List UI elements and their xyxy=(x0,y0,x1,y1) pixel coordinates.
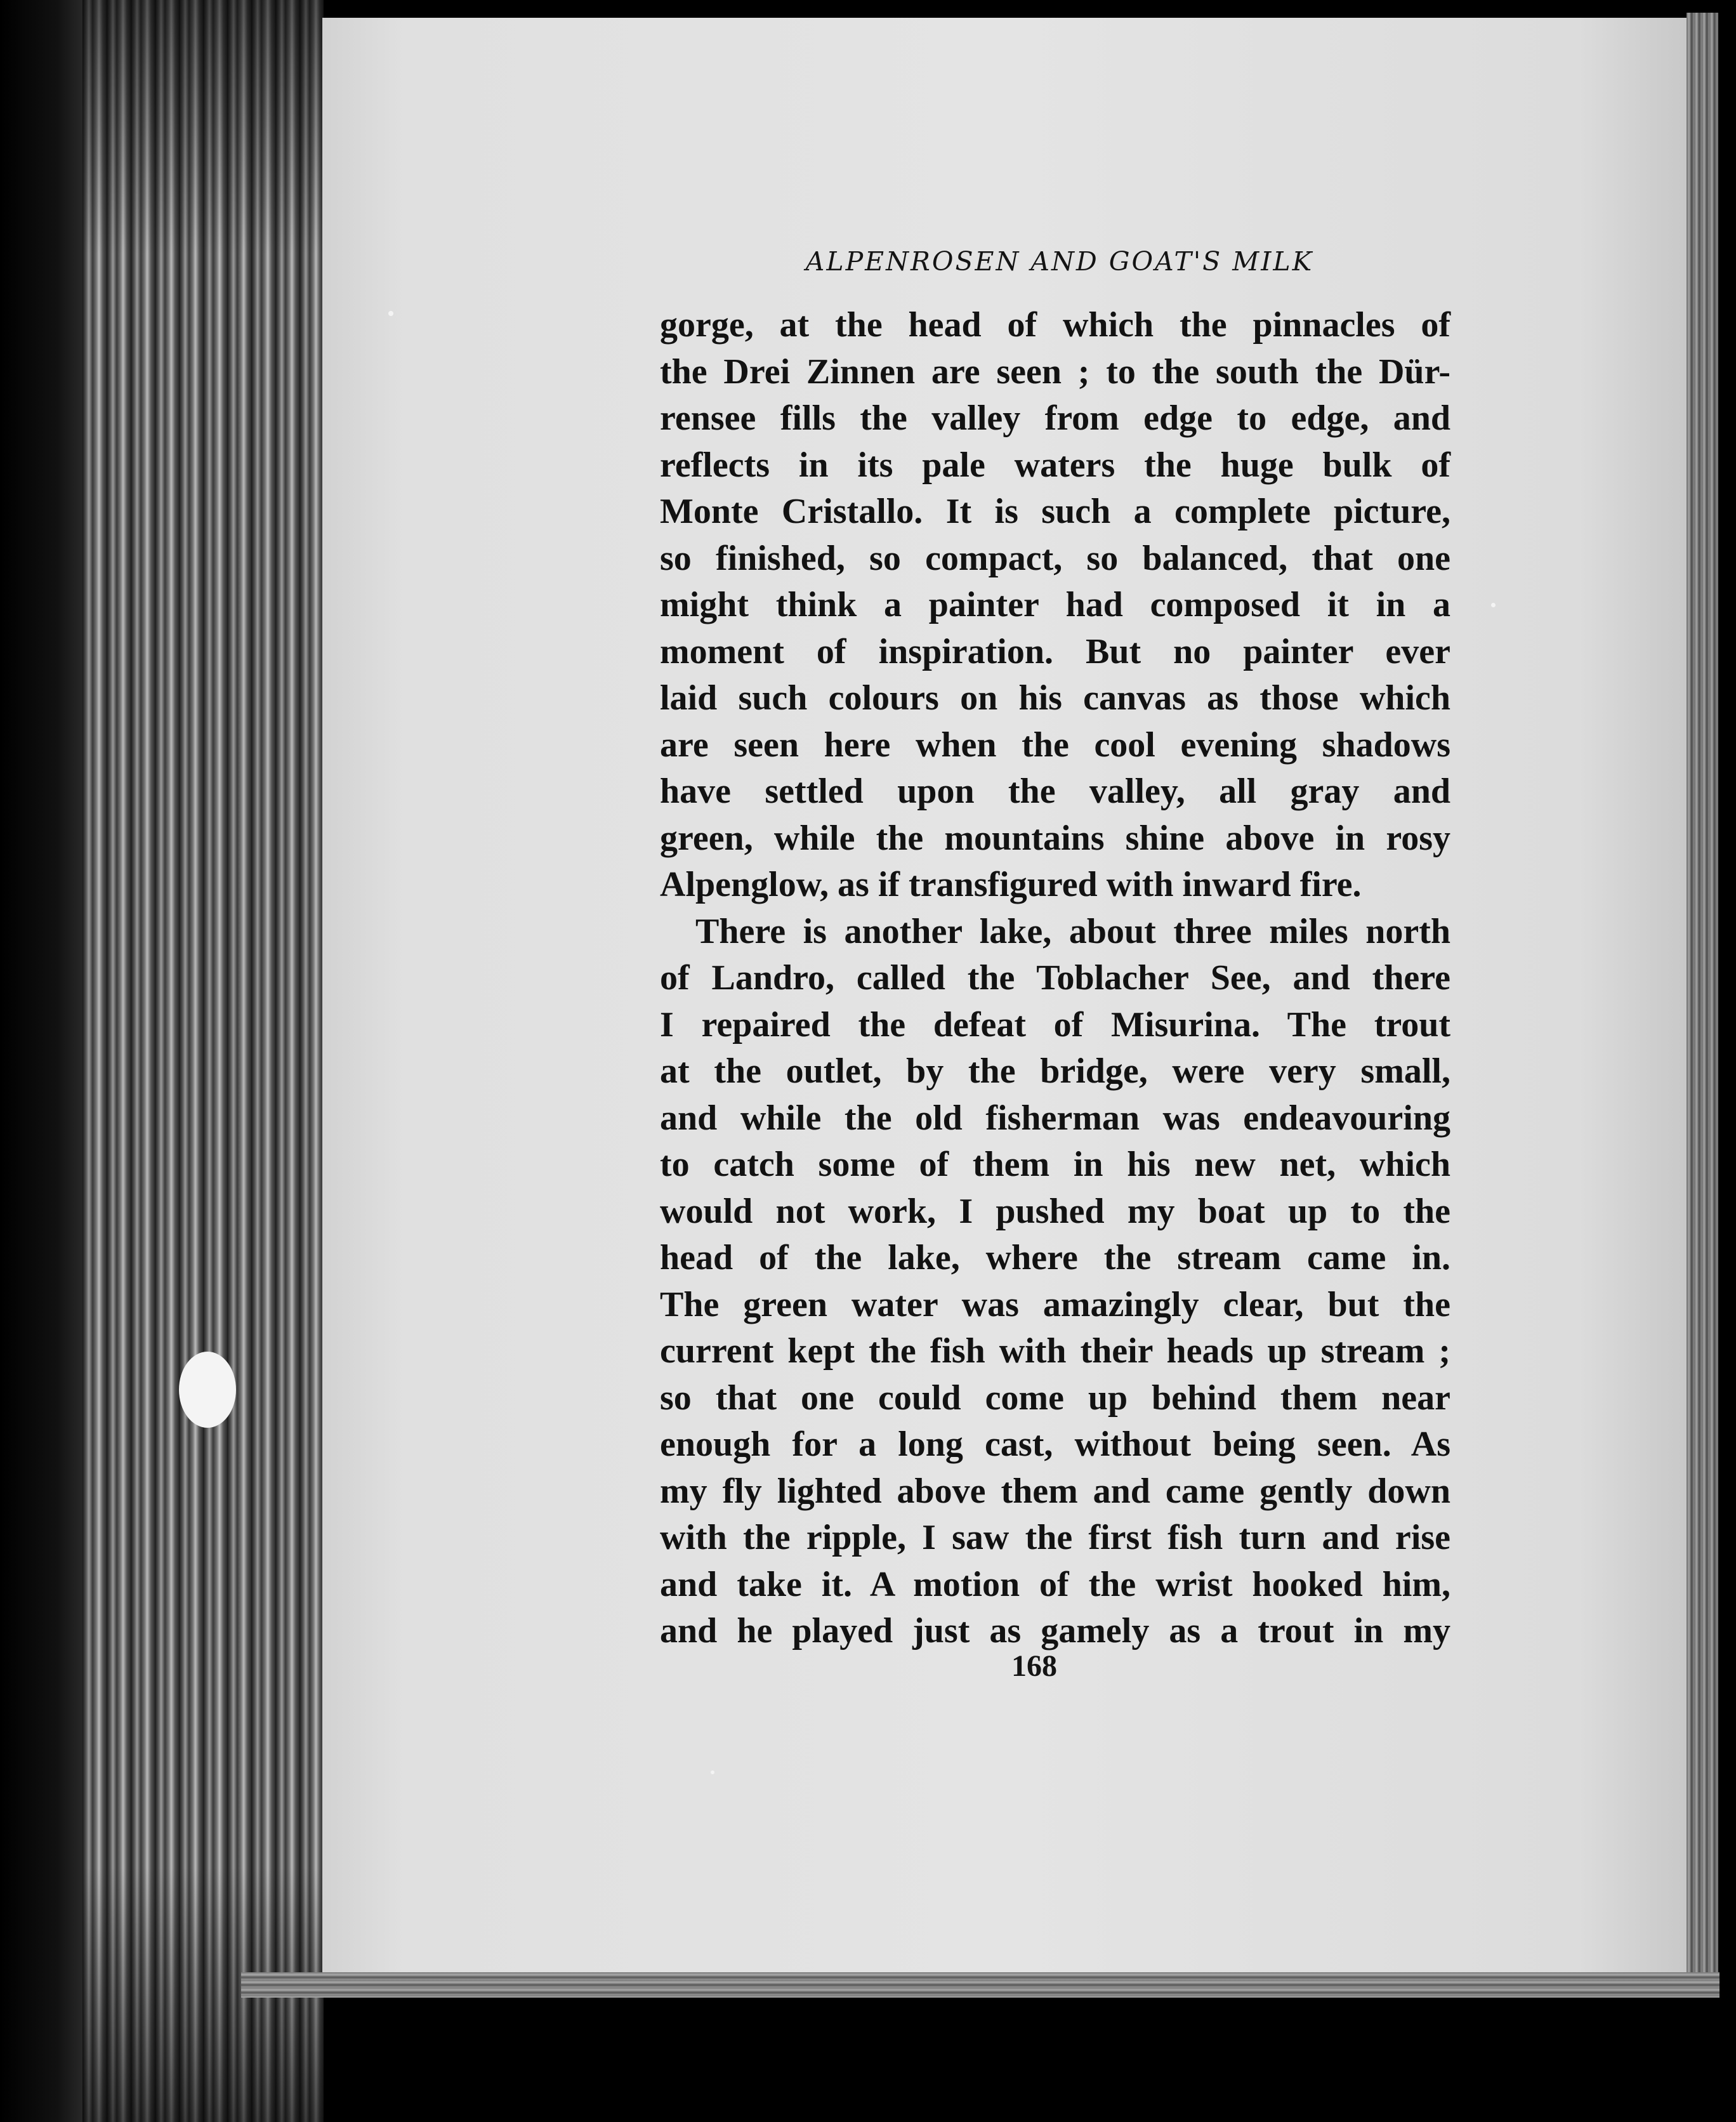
text-line: at the outlet, by the bridge, were very small, xyxy=(660,1051,1450,1091)
scan-blemish xyxy=(711,1770,714,1774)
text-line: Monte Cristallo. It is such a complete picture, xyxy=(660,492,1450,531)
text-line: to catch some of them in his new net, which xyxy=(660,1145,1450,1184)
text-line: with the ripple, I saw the first fish turn and rise xyxy=(660,1518,1450,1557)
text-line: I repaired the defeat of Misurina. The trout xyxy=(660,1005,1450,1045)
running-head: ALPENROSEN AND GOAT'S MILK xyxy=(805,246,1314,277)
text-line: might think a painter had composed it in a xyxy=(660,585,1450,624)
text-line: gorge, at the head of which the pinnacles of xyxy=(660,305,1450,345)
book-spine-shadow xyxy=(0,0,95,2122)
text-line: reflects in its pale waters the huge bulk of xyxy=(660,445,1450,485)
text-line: have settled upon the valley, all gray and xyxy=(660,772,1450,811)
text-line: There is another lake, about three miles north xyxy=(695,911,1450,951)
text-line: my fly lighted above them and came gently down xyxy=(660,1471,1450,1511)
text-line: so finished, so compact, so balanced, that one xyxy=(660,538,1450,578)
text-line: laid such colours on his canvas as those which xyxy=(660,678,1450,718)
page-edges-shading xyxy=(82,0,324,2122)
text-line: Alpenglow, as if transfigured with inward fire. xyxy=(660,865,1362,904)
text-line: enough for a long cast, without being seen. As xyxy=(660,1425,1450,1464)
text-line: green, while the mountains shine above in rosy xyxy=(660,818,1450,858)
text-line: would not work, I pushed my boat up to the xyxy=(660,1191,1450,1231)
text-line: are seen here when the cool evening shadows xyxy=(660,725,1450,765)
text-line: and while the old fisherman was endeavouring xyxy=(660,1098,1450,1138)
page-edges-right xyxy=(1687,13,1718,1974)
text-line: head of the lake, where the stream came in. xyxy=(660,1238,1450,1277)
text-line: and take it. A motion of the wrist hooked him, xyxy=(660,1564,1450,1604)
scan-blemish xyxy=(179,1352,236,1428)
page-edges-bottom xyxy=(241,1972,1720,1998)
text-line: of Landro, called the Toblacher See, and there xyxy=(660,958,1450,998)
text-line: rensee fills the valley from edge to edge, and xyxy=(660,399,1450,438)
text-line: and he played just as gamely as a trout in my xyxy=(660,1611,1450,1651)
text-line: moment of inspiration. But no painter ever xyxy=(660,631,1450,671)
text-line: so that one could come up behind them near xyxy=(660,1378,1450,1418)
text-line: current kept the fish with their heads up stream ; xyxy=(660,1331,1450,1371)
text-line: The green water was amazingly clear, but the xyxy=(660,1284,1450,1324)
page-number: 168 xyxy=(1011,1649,1057,1683)
scan-blemish xyxy=(1491,603,1496,607)
scan-blemish xyxy=(388,311,393,316)
body-text xyxy=(660,302,1450,1655)
text-line: the Drei Zinnen are seen ; to the south the Dür- xyxy=(660,352,1450,392)
